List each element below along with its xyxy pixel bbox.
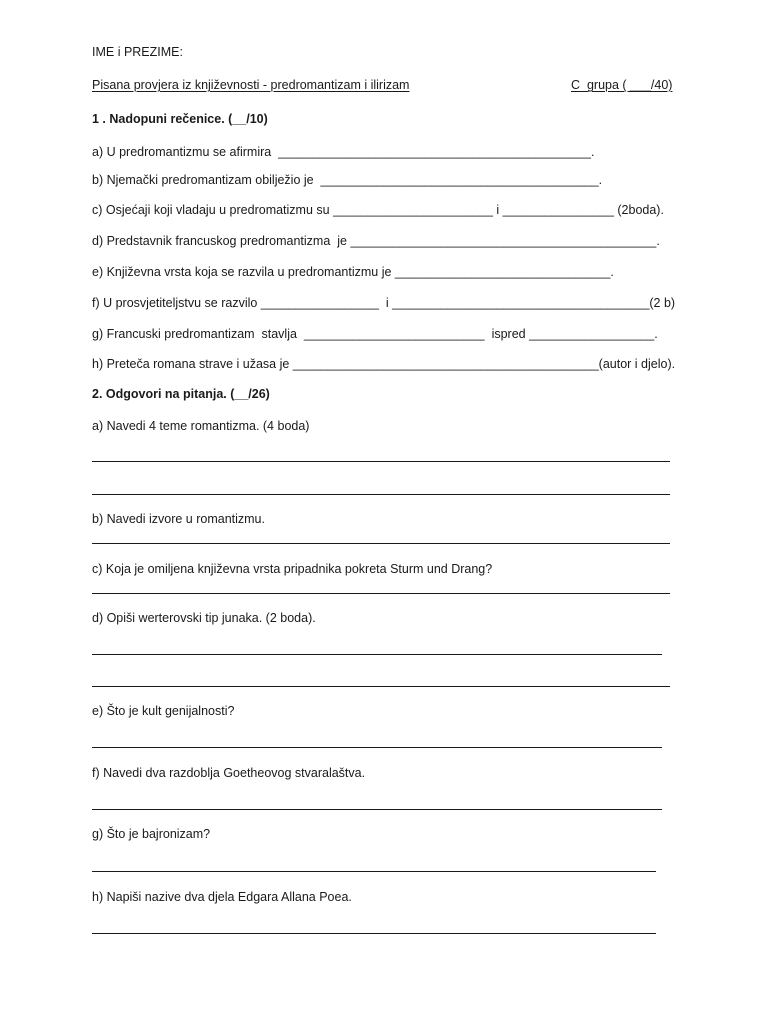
question-a: a) Navedi 4 teme romantizma. (4 boda) bbox=[92, 419, 310, 433]
group-label: C grupa ( ___/40) bbox=[571, 78, 673, 92]
fill-item-e: e) Književna vrsta koja se razvila u predromantizmu je _______________________________. bbox=[92, 265, 614, 279]
question-h: h) Napiši nazive dva djela Edgara Allana Poea. bbox=[92, 890, 352, 904]
question-g: g) Što je bajronizam? bbox=[92, 827, 211, 841]
answer-line bbox=[92, 933, 656, 934]
fill-item-h: h) Preteča romana strave i užasa je ____________________________________________(autor i djelo). bbox=[92, 357, 676, 371]
name-label: IME i PREZIME: bbox=[92, 45, 183, 59]
question-f: f) Navedi dva razdoblja Goetheovog stvaralaštva. bbox=[92, 766, 366, 780]
question-c: c) Koja je omiljena književna vrsta pripadnika pokreta Sturm und Drang? bbox=[92, 562, 493, 576]
answer-line bbox=[92, 593, 670, 594]
fill-item-a: a) U predromantizmu se afirmira _____________________________________________. bbox=[92, 145, 595, 159]
question-d: d) Opiši werterovski tip junaka. (2 boda). bbox=[92, 611, 316, 625]
answer-line bbox=[92, 686, 670, 687]
fill-item-d: d) Predstavnik francuskog predromantizma je ____________________________________________. bbox=[92, 234, 660, 248]
section2-title: 2. Odgovori na pitanja. (__/26) bbox=[92, 387, 270, 401]
test-title: Pisana provjera iz književnosti - predromantizam i ilirizam bbox=[92, 78, 410, 92]
section1-title: 1 . Nadopuni rečenice. (__/10) bbox=[92, 112, 268, 126]
fill-item-g: g) Francuski predromantizam stavlja __________________________ ispred __________________. bbox=[92, 327, 658, 341]
answer-line bbox=[92, 494, 670, 495]
fill-item-c: c) Osjećaji koji vladaju u predromatizmu su _______________________ i ________________ (2boda). bbox=[92, 203, 664, 217]
answer-line bbox=[92, 809, 662, 810]
answer-line bbox=[92, 461, 670, 462]
fill-item-b: b) Njemački predromantizam obilježio je ________________________________________. bbox=[92, 173, 603, 187]
answer-line bbox=[92, 543, 670, 544]
question-e: e) Što je kult genijalnosti? bbox=[92, 704, 235, 718]
question-b: b) Navedi izvore u romantizmu. bbox=[92, 512, 265, 526]
answer-line bbox=[92, 747, 662, 748]
fill-item-f: f) U prosvjetiteljstvu se razvilo _________________ i _____________________________________(2 b) bbox=[92, 296, 676, 310]
answer-line bbox=[92, 654, 662, 655]
answer-line bbox=[92, 871, 656, 872]
